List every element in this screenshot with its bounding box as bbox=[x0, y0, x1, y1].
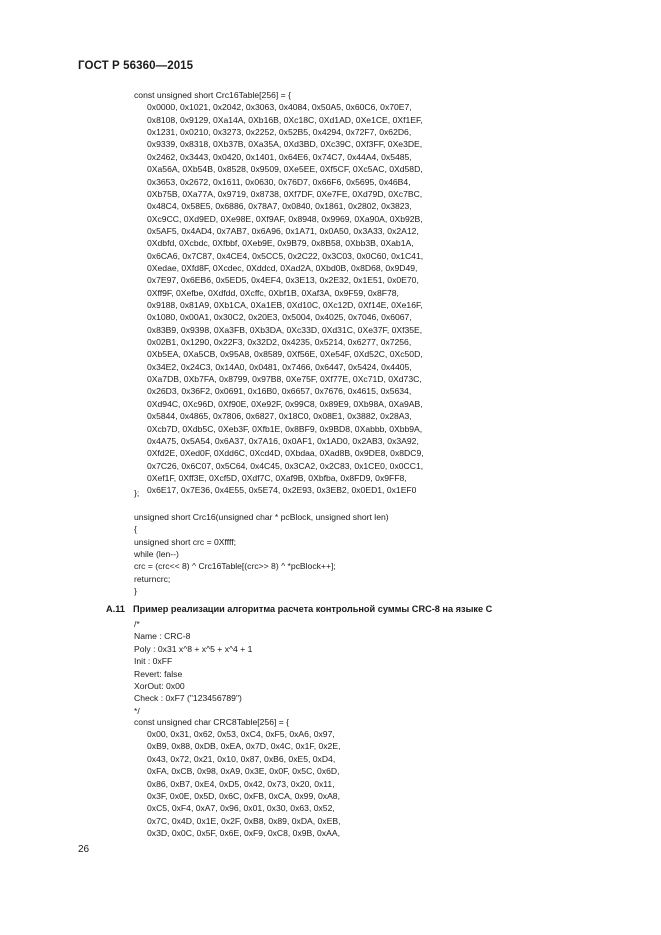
code-line-function: unsigned short Crc16(unsigned char * pcBlock, unsigned short len) bbox=[134, 512, 389, 522]
code-line-table-row: 0Xc9CC, 0Xd9ED, 0Xe98E, 0Xf9AF, 0x8948, 0x9969, 0Xa90A, 0Xb92B, bbox=[147, 213, 423, 224]
code-line-table-row: 0x2462, 0x3443, 0x0420, 0x1401, 0x64E6, 0x74C7, 0x44A4, 0x5485, bbox=[147, 151, 412, 162]
code-line-table-row: 0Xd94C, 0Xc96D, 0Xf90E, 0Xe92F, 0x99C8, 0x89E9, 0Xb98A, 0Xa9AB, bbox=[147, 398, 423, 409]
code-line-table-row: 0x6E17, 0x7E36, 0x4E55, 0x5E74, 0x2E93, 0x3EB2, 0x0ED1, 0x1EF0 bbox=[147, 485, 417, 496]
code-line-table-row: 0x26D3, 0x36F2, 0x0691, 0x16B0, 0x6657, 0x7676, 0x4615, 0x5634, bbox=[147, 386, 412, 397]
code-line-table-row: 0Xa7DB, 0Xb7FA, 0x8799, 0x97B8, 0Xe75F, 0Xf77E, 0Xc71D, 0Xd73C, bbox=[147, 374, 422, 385]
code-line-table-row: 0Xcb7D, 0Xdb5C, 0Xeb3F, 0Xfb1E, 0x8BF9, 0x9BD8, 0Xabbb, 0Xbb9A, bbox=[147, 423, 423, 434]
code-line-table-row: 0x5AF5, 0x4AD4, 0x7AB7, 0x6A96, 0x1A71, 0x0A50, 0x3A33, 0x2A12, bbox=[147, 225, 419, 236]
code-line-table-row: 0x7C26, 0x6C07, 0x5C64, 0x4C45, 0x3CA2, 0x2C83, 0x1CE0, 0x0CC1, bbox=[147, 460, 424, 471]
code-line-comment: XorOut: 0x00 bbox=[134, 681, 185, 691]
code-line-table-row: 0x3D, 0x0C, 0x5F, 0x6E, 0xF9, 0xC8, 0x9B, 0xAA, bbox=[147, 828, 340, 839]
code-line-table-row: 0x6CA6, 0x7C87, 0x4CE4, 0x5CC5, 0x2C22, 0x3C03, 0x0C60, 0x1C41, bbox=[147, 250, 424, 261]
code-line-table-row: 0x5844, 0x4865, 0x7806, 0x6827, 0x18C0, 0x08E1, 0x3882, 0x28A3, bbox=[147, 411, 412, 422]
code-line-table-row: 0xFA, 0xCB, 0x98, 0xA9, 0x3E, 0x0F, 0x5C, 0x6D, bbox=[147, 766, 340, 777]
code-line-table-row: 0x83B9, 0x9398, 0Xa3FB, 0Xb3DA, 0Xc33D, 0Xd31C, 0Xe37F, 0Xf35E, bbox=[147, 324, 423, 335]
page-number: 26 bbox=[78, 844, 90, 855]
code-line-table-row: 0x48C4, 0x58E5, 0x6886, 0x78A7, 0x0840, 0x1861, 0x2802, 0x3823, bbox=[147, 201, 412, 212]
code-line-table-row: 0x43, 0x72, 0x21, 0x10, 0x87, 0xB6, 0xE5, 0xD4, bbox=[147, 753, 336, 764]
document-header: ГОСТ Р 56360—2015 bbox=[78, 60, 194, 72]
code-line-comment: Name : CRC-8 bbox=[134, 631, 191, 642]
code-line-function: crc = (crc<< 8) ^ Crc16Table[(crc>> 8) ^ *pcBlock++]; bbox=[134, 561, 336, 571]
code-line-table-row: 0x1080, 0x00A1, 0x30C2, 0x20E3, 0x5004, 0x4025, 0x7046, 0x6067, bbox=[147, 312, 412, 323]
code-line-function: returncrc; bbox=[134, 574, 171, 584]
code-line-function: unsigned short crc = 0Xffff; bbox=[134, 537, 236, 547]
code-line-table-row: 0Xdbfd, 0Xcbdc, 0Xfbbf, 0Xeb9E, 0x9B79, 0x8B58, 0Xbb3B, 0Xab1A, bbox=[147, 238, 414, 249]
code-line-table-row: 0Xb75B, 0Xa77A, 0x9719, 0x8738, 0Xf7DF, 0Xe7FE, 0Xd79D, 0Xc7BC, bbox=[147, 188, 423, 199]
code-line-table-row: 0x0000, 0x1021, 0x2042, 0x3063, 0x4084, 0x50A5, 0x60C6, 0x70E7, bbox=[147, 102, 412, 113]
code-line-table-row: 0x00, 0x31, 0x62, 0x53, 0xC4, 0xF5, 0xA6, 0x97, bbox=[147, 729, 335, 739]
code-line-comment: Revert: false bbox=[134, 668, 183, 679]
code-line-comment: Poly : 0x31 x^8 + x^5 + x^4 + 1 bbox=[134, 643, 253, 654]
section-title: Пример реализации алгоритма расчета контрольной суммы CRC-8 на языке C bbox=[133, 604, 493, 614]
code-line-table-row: 0x9339, 0x8318, 0Xb37B, 0Xa35A, 0Xd3BD, 0Xc39C, 0Xf3FF, 0Xe3DE, bbox=[147, 139, 423, 150]
code-line-table-row: 0x4A75, 0x5A54, 0x6A37, 0x7A16, 0x0AF1, 0x1AD0, 0x2AB3, 0x3A92, bbox=[147, 435, 419, 446]
code-line-function: { bbox=[134, 524, 137, 534]
code-line-table-row: 0x1231, 0x0210, 0x3273, 0x2252, 0x52B5, 0x4294, 0x72F7, 0x62D6, bbox=[147, 127, 412, 138]
code-line-table-declaration: const unsigned short Crc16Table[256] = { bbox=[134, 90, 291, 100]
code-line-table-row: 0Xff9F, 0Xefbe, 0Xdfdd, 0Xcffc, 0Xbf1B, 0Xaf3A, 0x9F59, 0x8F78, bbox=[147, 287, 399, 298]
code-line-comment: /* bbox=[134, 619, 140, 629]
code-line-table-row: 0x34E2, 0x24C3, 0x14A0, 0x0481, 0x7466, 0x6447, 0x5424, 0x4405, bbox=[147, 361, 412, 372]
section-number: A.11 bbox=[106, 604, 125, 614]
code-line-table-row: 0x9188, 0x81A9, 0Xb1CA, 0Xa1EB, 0Xd10C, 0Xc12D, 0Xf14E, 0Xe16F, bbox=[147, 300, 423, 310]
code-line-table-row: 0xB9, 0x88, 0xDB, 0xEA, 0x7D, 0x4C, 0x1F, 0x2E, bbox=[147, 741, 341, 752]
code-line-table-row: 0x3F, 0x0E, 0x5D, 0x6C, 0xFB, 0xCA, 0x99, 0xA8, bbox=[147, 791, 340, 801]
code-line-table-row: 0Xfd2E, 0Xed0F, 0Xdd6C, 0Xcd4D, 0Xbdaa, 0Xad8B, 0x9DE8, 0x8DC9, bbox=[147, 448, 424, 459]
code-line-comment: Check : 0xF7 ("123456789") bbox=[134, 693, 242, 704]
code-line-comment: */ bbox=[134, 705, 140, 716]
code-line-comment: Init : 0xFF bbox=[134, 656, 173, 667]
code-line-table-row: 0x8108, 0x9129, 0Xa14A, 0Xb16B, 0Xc18C, 0Xd1AD, 0Xe1CE, 0Xf1EF, bbox=[147, 114, 423, 125]
code-line-table-end: }; bbox=[134, 488, 140, 498]
code-line-table-row: 0x86, 0xB7, 0xE4, 0xD5, 0x42, 0x73, 0x20, 0x11, bbox=[147, 778, 335, 789]
code-line-table-row: 0Xb5EA, 0Xa5CB, 0x95A8, 0x8589, 0Xf56E, 0Xe54F, 0Xd52C, 0Xc50D, bbox=[147, 349, 423, 360]
code-line-table-row: 0Xef1F, 0Xff3E, 0Xcf5D, 0Xdf7C, 0Xaf9B, 0Xbfba, 0x8FD9, 0x9FF8, bbox=[147, 472, 407, 483]
code-line-table-row: 0Xa56A, 0Xb54B, 0x8528, 0x9509, 0Xe5EE, 0Xf5CF, 0Xc5AC, 0Xd58D, bbox=[147, 164, 423, 175]
code-line-table-row: 0x02B1, 0x1290, 0x22F3, 0x32D2, 0x4235, 0x5214, 0x6277, 0x7256, bbox=[147, 337, 412, 348]
code-line-table-row: 0x7C, 0x4D, 0x1E, 0x2F, 0xB8, 0x89, 0xDA, 0xEB, bbox=[147, 815, 341, 826]
code-line-table-row: 0x7E97, 0x6EB6, 0x5ED5, 0x4EF4, 0x3E13, 0x2E32, 0x1E51, 0x0E70, bbox=[147, 275, 419, 286]
code-line-table-declaration: const unsigned char CRC8Table[256] = { bbox=[134, 717, 290, 727]
code-line-table-row: 0Xedae, 0Xfd8F, 0Xcdec, 0Xddcd, 0Xad2A, 0Xbd0B, 0x8D68, 0x9D49, bbox=[147, 262, 418, 273]
code-line-function: while (len--) bbox=[134, 549, 179, 559]
code-line-function: } bbox=[134, 586, 137, 596]
code-line-table-row: 0xC5, 0xF4, 0xA7, 0x96, 0x01, 0x30, 0x63, 0x52, bbox=[147, 803, 335, 814]
code-line-table-row: 0x3653, 0x2672, 0x1611, 0x0630, 0x76D7, 0x66F6, 0x5695, 0x46B4, bbox=[147, 176, 411, 187]
